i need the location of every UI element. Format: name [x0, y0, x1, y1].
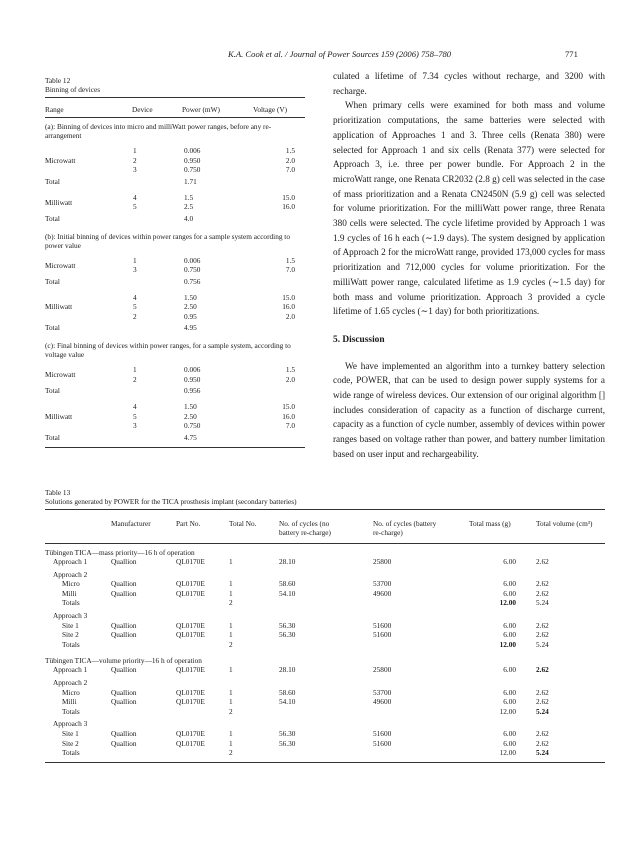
- manufacturer-cell: Quallion: [111, 697, 137, 707]
- table-12-group-label: Milliwatt: [45, 411, 73, 421]
- col-power: Power (mW): [182, 105, 220, 114]
- power-cell: 1.50: [184, 402, 197, 411]
- device-cell: 1: [133, 365, 137, 374]
- table-12-group-label: Microwatt: [45, 260, 76, 270]
- power-cell: 2.50: [184, 411, 197, 421]
- table-12-group-label: Milliwatt: [45, 302, 73, 312]
- cycles-no-recharge-cell: 54.10: [279, 697, 296, 707]
- total-no-cell: 2: [229, 748, 233, 758]
- total-no-cell: 1: [229, 588, 233, 598]
- total-no-cell: 1: [229, 697, 233, 707]
- table-12-header: [45, 101, 305, 117]
- cycles-no-recharge-cell: 28.10: [279, 557, 296, 566]
- table-13-row: [45, 621, 605, 631]
- total-mass-cell: 6.00: [503, 687, 516, 697]
- row-label: Site 1: [62, 620, 79, 630]
- row-label: Approach 1: [53, 557, 88, 566]
- voltage-cell: 2.0: [285, 311, 295, 321]
- table-13: [45, 488, 605, 763]
- voltage-cell: 7.0: [285, 265, 295, 274]
- total-value: 4.75: [184, 432, 197, 442]
- voltage-cell: 7.0: [285, 165, 295, 174]
- cycles-no-recharge-cell: 58.60: [279, 579, 296, 589]
- cycles-recharge-cell: 25800: [373, 557, 392, 566]
- table-12-row: [45, 165, 305, 175]
- table-12-group: [45, 146, 305, 175]
- total-no-cell: 2: [229, 706, 233, 716]
- row-label: Approach 3: [53, 719, 88, 729]
- row-label: Micro: [62, 687, 80, 697]
- voltage-cell: 2.0: [285, 374, 295, 384]
- table-12-row: [45, 265, 305, 275]
- device-cell: 4: [133, 292, 137, 302]
- row-label: Totals: [62, 706, 80, 716]
- table-12-total-row: [45, 177, 305, 187]
- total-mass-cell: 12.00: [499, 639, 516, 649]
- table-12-row: [45, 256, 305, 266]
- total-mass-cell: 12.00: [499, 706, 516, 716]
- table-13-row: [45, 640, 605, 650]
- row-label: Approach 2: [53, 569, 88, 579]
- total-no-cell: 2: [229, 639, 233, 649]
- voltage-cell: 1.5: [285, 255, 295, 265]
- col-part-no: Part No.: [176, 519, 201, 528]
- device-cell: 2: [133, 155, 137, 165]
- table-12-row: [45, 156, 305, 166]
- device-cell: 1: [133, 255, 137, 265]
- table-12-section-title: (b): Initial binning of devices within power ranges for a sample system according to power value: [45, 231, 290, 250]
- table-12-section-title: (a): Binning of devices into micro and milliWatt power ranges, before any re-arrangement: [45, 122, 272, 140]
- total-no-cell: 1: [229, 579, 233, 589]
- total-volume-cell: 5.24: [536, 706, 549, 716]
- manufacturer-cell: Quallion: [111, 579, 137, 589]
- table-12-group-label: Milliwatt: [45, 197, 73, 207]
- table-12-total-row: [45, 433, 305, 443]
- part-no-cell: QL0170E: [176, 687, 205, 697]
- table-13-row: [45, 739, 605, 749]
- manufacturer-cell: Quallion: [111, 738, 137, 748]
- total-label: Total: [45, 323, 60, 332]
- voltage-cell: 15.0: [282, 292, 295, 302]
- cycles-recharge-cell: 53700: [373, 579, 392, 589]
- table-12-group-label: Microwatt: [45, 370, 76, 379]
- voltage-cell: 15.0: [282, 192, 295, 202]
- total-volume-cell: 2.62: [536, 697, 549, 707]
- total-mass-cell: 6.00: [503, 728, 516, 738]
- total-volume-cell: 2.62: [536, 620, 549, 630]
- total-mass-cell: 6.00: [503, 697, 516, 707]
- part-no-cell: QL0170E: [176, 579, 205, 589]
- col-range: Range: [45, 105, 64, 114]
- table-13-row: [45, 688, 605, 698]
- total-volume-cell: 2.62: [536, 579, 549, 589]
- table-12-caption: Table 12: [45, 76, 71, 85]
- table-12-row: [45, 146, 305, 156]
- total-label: Total: [45, 432, 60, 442]
- row-label: Site 2: [62, 630, 79, 640]
- power-cell: 0.006: [184, 146, 201, 155]
- total-no-cell: 1: [229, 665, 233, 675]
- table-12-row: [45, 412, 305, 422]
- table-12-total-row: [45, 277, 305, 287]
- device-cell: 4: [133, 402, 137, 411]
- table-13-row: [45, 598, 605, 608]
- cycles-recharge-cell: 53700: [373, 687, 392, 697]
- table-13-row: [45, 729, 605, 739]
- device-cell: 5: [133, 411, 137, 421]
- row-label: Site 2: [62, 738, 79, 748]
- total-no-cell: 1: [229, 630, 233, 640]
- row-label: Micro: [62, 579, 80, 589]
- total-value: 1.71: [184, 176, 197, 186]
- table-13-row: [45, 678, 605, 688]
- total-volume-cell: 2.62: [536, 557, 549, 566]
- cycles-recharge-cell: 51600: [373, 728, 392, 738]
- power-cell: 0.006: [184, 365, 201, 374]
- cycles-no-recharge-cell: 28.10: [279, 665, 296, 675]
- total-no-cell: 1: [229, 687, 233, 697]
- col-total-volume: Total volume (cm³): [536, 519, 593, 528]
- table-12-group: [45, 256, 305, 275]
- table-12-row: [45, 312, 305, 322]
- table-12-row: [45, 365, 305, 375]
- paragraph-primary-cells: When primary cells were examined for both mass and volume prioritization computations, the same batteries were selected with application of Approaches 1 and 3. Three cells (Renata 380) were selected for Approach 1 and six cells (Renata 377) were selected for Approach 3, i.e. three per power bundle. For Approach 2 in the microWatt range, one Renata CR2032 (2.8 g) cell was selected in the case of mass prioritization and a Renata CN2450N (5.9 g) cell was selected for volume prioritization. For the milliWatt power range, three Renata 380 cells were selected. The cycle lifetime provided by Approach 1 was 1.9 cycles of 16 h each (∼1.9 days). The system designed by application of Approach 2 for the microWatt range, provided 173,000 cycles for mass prioritization and 712,000 cycles for volume prioritization. For the milliWatt power range, calculated lifetime as 1.9 cycles (∼1.5 day) for both mass and volume prioritization. Approach 3 provided a cycle lifetime of 1.65 cycles (∼1 day) for both prioritizations.: [333, 100, 605, 317]
- cycles-recharge-cell: 51600: [373, 620, 392, 630]
- total-mass-cell: 6.00: [503, 588, 516, 598]
- row-label: Approach 3: [53, 610, 88, 620]
- manufacturer-cell: Quallion: [111, 687, 137, 697]
- table-12: [45, 76, 305, 448]
- voltage-cell: 16.0: [282, 411, 295, 421]
- total-mass-cell: 6.00: [503, 665, 516, 675]
- table-13-row: [45, 557, 605, 567]
- total-mass-cell: 6.00: [503, 557, 516, 566]
- total-label: Total: [45, 276, 60, 286]
- manufacturer-cell: Quallion: [111, 588, 137, 598]
- total-volume-cell: 5.24: [536, 748, 549, 758]
- voltage-cell: 7.0: [285, 421, 295, 430]
- table-12-total-row: [45, 323, 305, 333]
- table-12-group-label: Microwatt: [45, 155, 76, 165]
- section-heading-discussion: 5. Discussion: [333, 334, 385, 345]
- paragraph-discussion: We have implemented an algorithm into a turnkey battery selection code, POWER, that can be used to design power supply systems for a wide range of wireless devices. Our extension of our original algorithm [] includes consideration of capacity as a function of discharge current, capacity as a function of cycle number, assembly of devices within power ranges based on voltage rather than power, and battery number limitation based on user input and rechargeability.: [333, 360, 605, 459]
- part-no-cell: QL0170E: [176, 588, 205, 598]
- table-12-group: [45, 402, 305, 431]
- manufacturer-cell: Quallion: [111, 630, 137, 640]
- voltage-cell: 2.0: [285, 155, 295, 165]
- total-volume-cell: 2.62: [536, 687, 549, 697]
- row-label: Totals: [62, 598, 80, 608]
- table-13-row: [45, 611, 605, 621]
- total-mass-cell: 12.00: [499, 598, 516, 608]
- cycles-no-recharge-cell: 56.30: [279, 738, 296, 748]
- total-volume-cell: 2.62: [536, 630, 549, 640]
- col-device: Device: [132, 105, 153, 114]
- row-label: Approach 2: [53, 677, 88, 687]
- part-no-cell: QL0170E: [176, 620, 205, 630]
- device-cell: 2: [133, 311, 137, 321]
- table-12-body: [45, 122, 305, 443]
- table-13-body: [45, 548, 605, 758]
- row-label: Totals: [62, 639, 80, 649]
- paragraph-continuation: culated a lifetime of 7.34 cycles without recharge, and 3200 with recharge.: [333, 71, 605, 96]
- journal-citation: K.A. Cook et al. / Journal of Power Sources 159 (2006) 758–780: [228, 49, 452, 59]
- total-label: Total: [45, 386, 60, 395]
- manufacturer-cell: Quallion: [111, 557, 137, 566]
- row-label: Approach 1: [53, 665, 88, 675]
- table-12-group: [45, 365, 305, 384]
- table-12-row: [45, 293, 305, 303]
- voltage-cell: 1.5: [285, 146, 295, 155]
- cycles-no-recharge-cell: 56.30: [279, 620, 296, 630]
- row-label: Milli: [62, 588, 77, 598]
- cycles-no-recharge-cell: 56.30: [279, 728, 296, 738]
- power-cell: 0.750: [184, 265, 201, 274]
- total-volume-cell: 2.62: [536, 728, 549, 738]
- col-manufacturer: Manufacturer: [111, 519, 151, 528]
- cycles-recharge-cell: 51600: [373, 630, 392, 640]
- manufacturer-cell: Quallion: [111, 620, 137, 630]
- col-total-no: Total No.: [229, 519, 257, 528]
- total-no-cell: 1: [229, 620, 233, 630]
- cycles-recharge-cell: 51600: [373, 738, 392, 748]
- table-13-row: [45, 579, 605, 589]
- total-label: Total: [45, 213, 60, 223]
- table-12-group: [45, 193, 305, 212]
- power-cell: 0.950: [184, 374, 201, 384]
- voltage-cell: 1.5: [285, 365, 295, 374]
- table-12-group: [45, 293, 305, 322]
- device-cell: 2: [133, 374, 137, 384]
- table-12-row: [45, 375, 305, 385]
- part-no-cell: QL0170E: [176, 665, 205, 675]
- power-cell: 0.750: [184, 421, 201, 430]
- table-12-section-title: (c): Final binning of devices within power ranges, for a sample system, according to voltage value: [45, 341, 291, 359]
- cycles-recharge-cell: 25800: [373, 665, 392, 675]
- total-no-cell: 1: [229, 557, 233, 566]
- col-voltage: Voltage (V): [253, 105, 288, 114]
- total-mass-cell: 6.00: [503, 620, 516, 630]
- table-13-block-title: Tübingen TICA—mass priority—16 h of operation: [45, 548, 195, 557]
- total-value: 4.0: [184, 213, 194, 223]
- power-cell: 0.006: [184, 255, 201, 265]
- manufacturer-cell: Quallion: [111, 728, 137, 738]
- col-cycles-recharge: No. of cycles (battery re-charge): [373, 519, 437, 537]
- voltage-cell: 16.0: [282, 202, 295, 211]
- power-cell: 0.95: [184, 311, 197, 321]
- part-no-cell: QL0170E: [176, 557, 205, 566]
- manufacturer-cell: Quallion: [111, 665, 137, 675]
- col-cycles-no-recharge: No. of cycles (no battery re-charge): [279, 519, 331, 537]
- table-13-row: [45, 697, 605, 707]
- total-no-cell: 1: [229, 728, 233, 738]
- part-no-cell: QL0170E: [176, 630, 205, 640]
- table-13-row: [45, 748, 605, 758]
- table-12-row: [45, 421, 305, 431]
- total-volume-cell: 2.62: [536, 665, 549, 675]
- device-cell: 3: [133, 421, 137, 430]
- total-volume-cell: 2.62: [536, 738, 549, 748]
- total-mass-cell: 6.00: [503, 630, 516, 640]
- device-cell: 5: [133, 302, 137, 311]
- total-volume-cell: 2.62: [536, 588, 549, 598]
- table-12-row: [45, 302, 305, 312]
- power-cell: 0.750: [184, 165, 201, 174]
- page-number: 771: [565, 49, 578, 59]
- table-13-caption: Table 13: [45, 488, 71, 497]
- total-mass-cell: 12.00: [499, 748, 516, 758]
- device-cell: 4: [133, 192, 137, 202]
- total-value: 0.756: [184, 276, 201, 286]
- part-no-cell: QL0170E: [176, 697, 205, 707]
- table-12-title: Binning of devices: [45, 85, 101, 94]
- row-label: Totals: [62, 748, 80, 758]
- table-12-row: [45, 402, 305, 412]
- part-no-cell: QL0170E: [176, 728, 205, 738]
- power-cell: 2.5: [184, 202, 194, 211]
- part-no-cell: QL0170E: [176, 738, 205, 748]
- total-volume-cell: 5.24: [536, 639, 549, 649]
- table-13-row: [45, 719, 605, 729]
- total-mass-cell: 6.00: [503, 579, 516, 589]
- device-cell: 1: [133, 146, 137, 155]
- total-label: Total: [45, 176, 60, 186]
- cycles-no-recharge-cell: 56.30: [279, 630, 296, 640]
- power-cell: 0.950: [184, 155, 201, 165]
- table-13-row: [45, 665, 605, 675]
- total-value: 0.956: [184, 386, 201, 395]
- total-volume-cell: 5.24: [536, 598, 549, 608]
- total-mass-cell: 6.00: [503, 738, 516, 748]
- voltage-cell: 15.0: [282, 402, 295, 411]
- total-no-cell: 1: [229, 738, 233, 748]
- power-cell: 1.5: [184, 192, 194, 202]
- row-label: Milli: [62, 697, 77, 707]
- table-13-header: [45, 513, 605, 543]
- voltage-cell: 16.0: [282, 302, 295, 311]
- table-12-total-row: [45, 214, 305, 224]
- power-cell: 1.50: [184, 292, 197, 302]
- table-12-total-row: [45, 386, 305, 396]
- table-13-row: [45, 707, 605, 717]
- power-cell: 2.50: [184, 302, 197, 311]
- device-cell: 3: [133, 265, 137, 274]
- table-13-row: [45, 570, 605, 580]
- cycles-no-recharge-cell: 58.60: [279, 687, 296, 697]
- device-cell: 3: [133, 165, 137, 174]
- cycles-no-recharge-cell: 54.10: [279, 588, 296, 598]
- table-12-row: [45, 202, 305, 212]
- table-13-title: Solutions generated by POWER for the TICA prosthesis implant (secondary batteries): [45, 497, 297, 506]
- cycles-recharge-cell: 49600: [373, 588, 392, 598]
- col-total-mass: Total mass (g): [469, 519, 511, 528]
- total-value: 4.95: [184, 323, 197, 332]
- cycles-recharge-cell: 49600: [373, 697, 392, 707]
- table-13-row: [45, 630, 605, 640]
- table-13-row: [45, 589, 605, 599]
- body-text-column: [333, 69, 605, 462]
- row-label: Site 1: [62, 728, 79, 738]
- table-12-row: [45, 193, 305, 203]
- total-no-cell: 2: [229, 598, 233, 608]
- table-13-block-title: Tübingen TICA—volume priority—16 h of operation: [45, 656, 202, 666]
- device-cell: 5: [133, 202, 137, 211]
